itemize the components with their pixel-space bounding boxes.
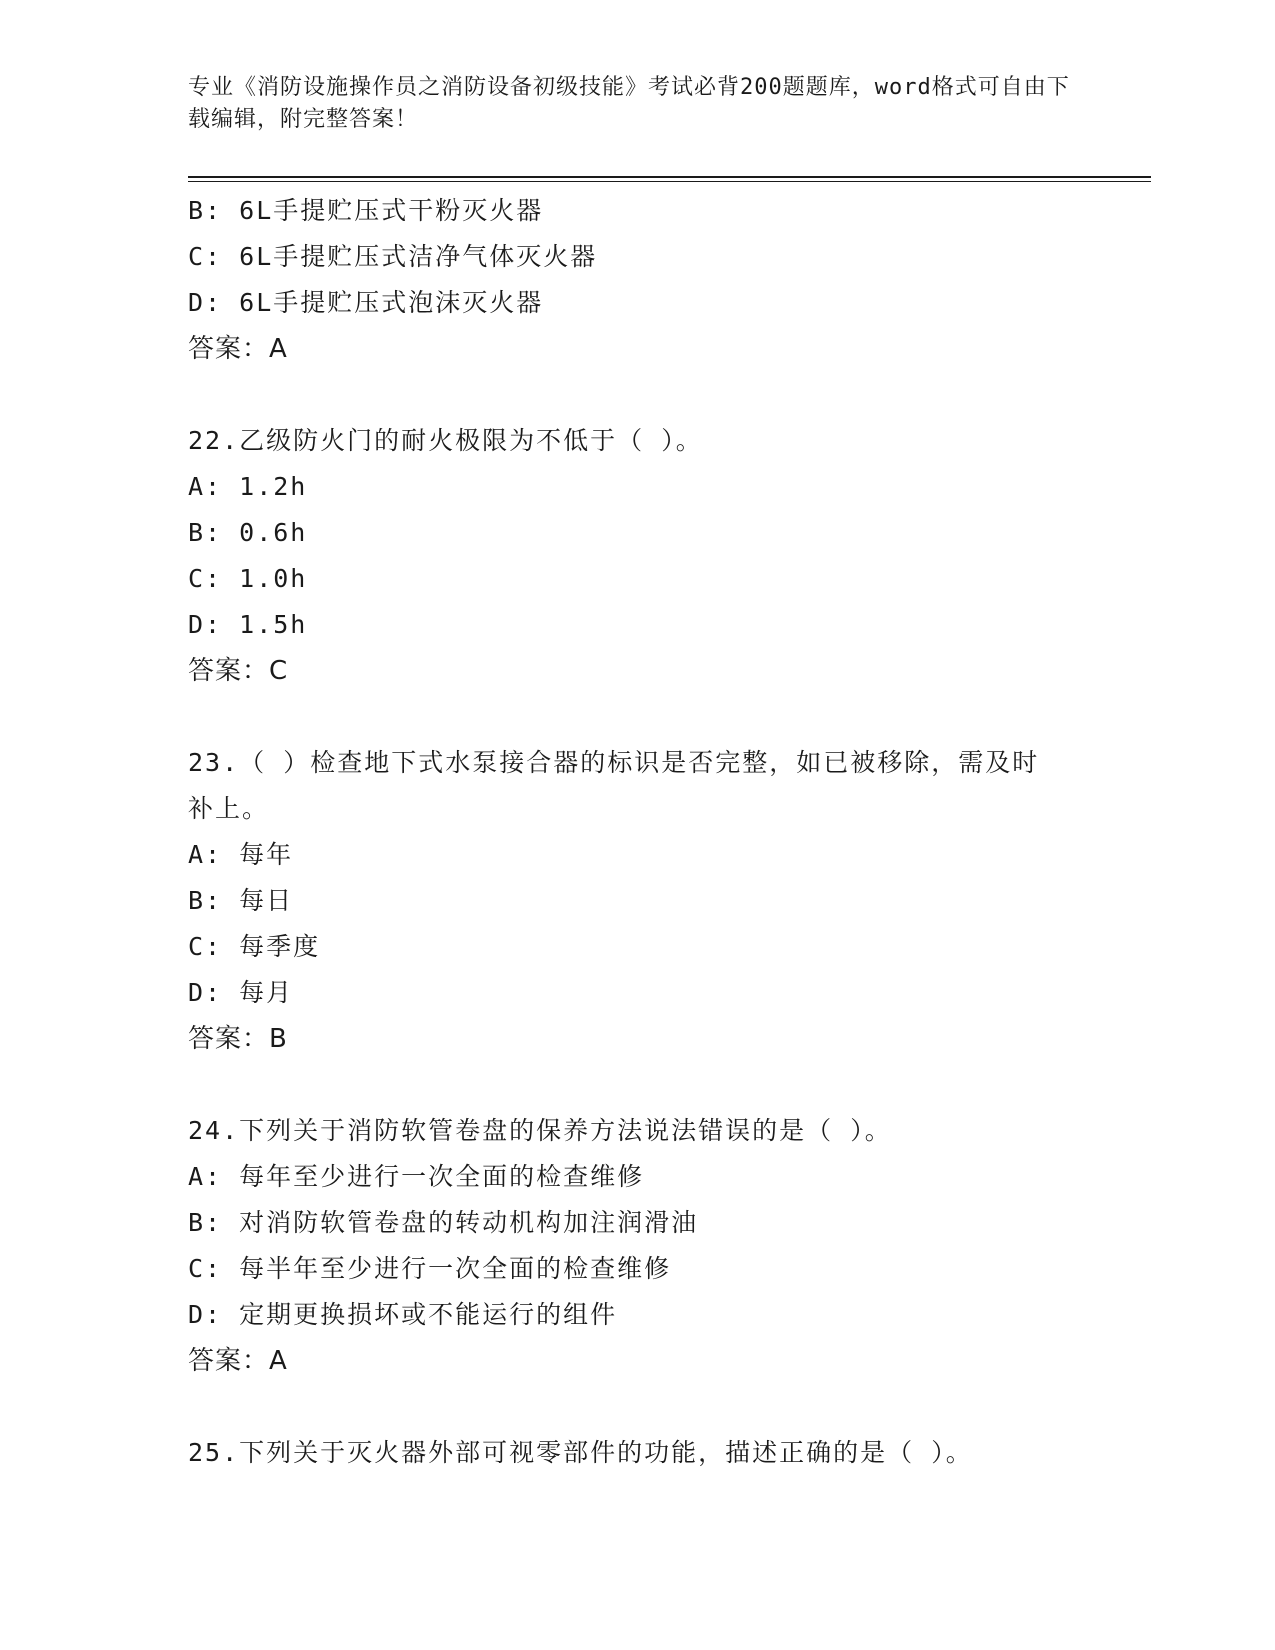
option-a: A: 每年 (188, 840, 294, 869)
option-c: C: 每半年至少进行一次全面的检查维修 (188, 1254, 672, 1283)
question-stem: 25.下列关于灭火器外部可视零部件的功能，描述正确的是（ ）。 (188, 1438, 973, 1467)
option-c: C: 1.0h (188, 564, 308, 593)
option-b: B: 每日 (188, 886, 294, 915)
option-d: D: 每月 (188, 978, 294, 1007)
question-block-24 (188, 1108, 1088, 1384)
option-d: D: 定期更换损坏或不能运行的组件 (188, 1300, 618, 1329)
spacer (188, 1384, 1088, 1430)
answer-line: 答案：A (188, 334, 288, 364)
question-block-23 (188, 740, 1088, 1062)
option-c: C: 6L手提贮压式洁净气体灭火器 (188, 242, 598, 271)
question-stem: 22.乙级防火门的耐火极限为不低于（ ）。 (188, 426, 703, 455)
answer-line: 答案：C (188, 656, 289, 686)
question-list (188, 188, 1088, 1476)
question-block-25 (188, 1430, 1088, 1476)
option-d: D: 6L手提贮压式泡沫灭火器 (188, 288, 544, 317)
option-a: A: 每年至少进行一次全面的检查维修 (188, 1162, 645, 1191)
answer-line: 答案：B (188, 1024, 288, 1054)
option-b: B: 6L手提贮压式干粉灭火器 (188, 196, 544, 225)
question-block-22 (188, 418, 1088, 694)
answer-line: 答案：A (188, 1346, 288, 1376)
option-d: D: 1.5h (188, 610, 308, 639)
option-a: A: 1.2h (188, 472, 308, 501)
question-block-21 (188, 188, 1088, 372)
spacer (188, 372, 1088, 418)
option-b: B: 0.6h (188, 518, 308, 547)
document-header: 专业《消防设施操作员之消防设备初级技能》考试必背200题题库，word格式可自由下载编辑，附完整答案！ (188, 75, 1070, 132)
header-divider (188, 176, 1151, 182)
question-stem: 23.（ ）检查地下式水泵接合器的标识是否完整，如已被移除，需及时补上。 (188, 748, 1040, 823)
option-c: C: 每季度 (188, 932, 321, 961)
spacer (188, 694, 1088, 740)
spacer (188, 1062, 1088, 1108)
question-stem: 24.下列关于消防软管卷盘的保养方法说法错误的是（ ）。 (188, 1116, 892, 1145)
option-b: B: 对消防软管卷盘的转动机构加注润滑油 (188, 1208, 699, 1237)
